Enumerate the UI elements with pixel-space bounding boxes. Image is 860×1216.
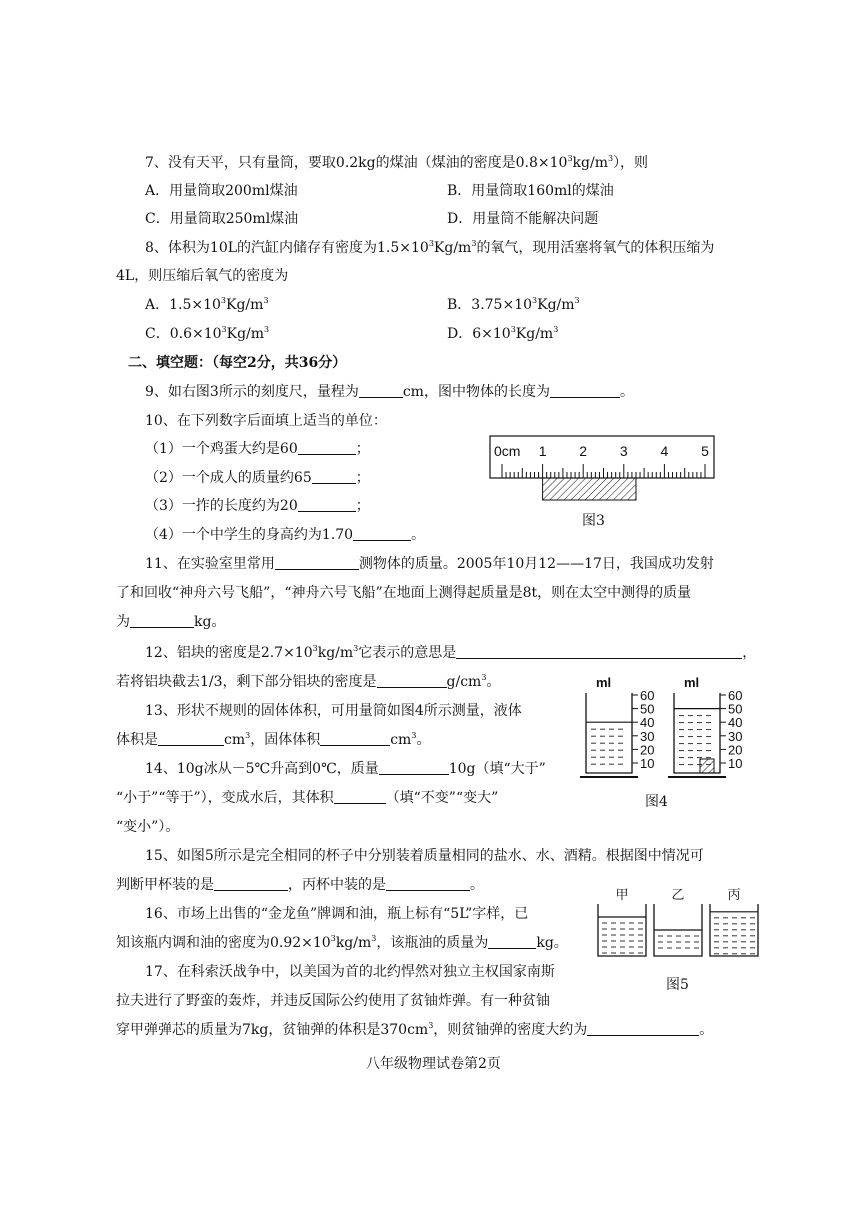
scale-label: 50 xyxy=(640,701,655,717)
q11-line2: 了和回收“神舟六号飞船”，“神舟六号飞船”在地面上测得起质量是8t，则在太空中测得的质量 xyxy=(116,585,692,601)
q9-blank-length[interactable] xyxy=(550,383,620,398)
q10-item-2: （2）一个成人的质量约65 ； xyxy=(145,470,370,486)
scale-label: 40 xyxy=(728,715,743,731)
q17-line3: 穿甲弹弹芯的质量为7kg，贫铀弹的体积是$370cm^3$，则贫铀弹的密度大约为 。 xyxy=(116,1021,714,1038)
q13-blank-liquid[interactable] xyxy=(158,731,224,746)
scale-label: 30 xyxy=(640,728,655,744)
q7-option-a: A．用量筒取200ml煤油 xyxy=(145,183,298,199)
q17-line1: 17、在科索沃战争中，以美国为首的北约悍然对独立主权国家南斯 xyxy=(145,964,555,980)
ruler-body xyxy=(490,436,714,478)
q10-item-4: （4）一个中学生的身高约为1.70 。 xyxy=(145,527,426,543)
q17-line2: 拉夫进行了野蛮的轰炸，并违反国际公约使用了贫铀炸弹。有一种贫铀 xyxy=(116,993,550,1009)
q7-option-d: D．用量筒不能解决问题 xyxy=(447,211,599,227)
ruler-label: 4 xyxy=(660,443,669,459)
q12-blank-density[interactable] xyxy=(377,673,447,688)
scale-label: 10 xyxy=(640,756,655,771)
q8-option-d: D．$6\times 10^3Kg/m^3$ xyxy=(447,325,559,342)
cup-label: 丙 xyxy=(727,887,741,902)
q13-line2: 体积是 $cm^3$，固体体积 $cm^3$。 xyxy=(116,731,431,748)
q10-stem: 10、在下列数字后面填上适当的单位： xyxy=(145,413,387,429)
ruler-label: 0cm xyxy=(494,443,521,459)
cylinder-left xyxy=(580,675,654,777)
cylinder-unit-label: ml xyxy=(596,675,612,690)
cups-group xyxy=(598,887,758,956)
q10-item-3: （3）一拃的长度约为20 ； xyxy=(145,498,370,514)
cylinder-unit-label: ml xyxy=(684,675,700,690)
q15-blank-cup-c[interactable] xyxy=(386,876,470,891)
scale-label: 10 xyxy=(728,756,743,771)
figure-3-ruler xyxy=(488,434,716,504)
q10-item-1: （1）一个鸡蛋大约是60 ； xyxy=(145,441,370,457)
scale-label: 30 xyxy=(728,728,743,744)
q11-blank-mass[interactable] xyxy=(130,613,194,628)
q16-line1: 16、市场上出售的“金龙鱼”牌调和油，瓶上标有“5L”字样，已 xyxy=(145,906,529,922)
q14-line1: 14、10g冰从－5℃升高到0℃，质量 10g（填“大于” xyxy=(145,761,546,777)
cup-wall xyxy=(598,904,646,956)
q14-blank-mass[interactable] xyxy=(379,760,449,775)
page-footer: 八年级物理试卷第2页 xyxy=(366,1056,501,1072)
ruler-label: 1 xyxy=(538,443,547,459)
q9-blank-range[interactable] xyxy=(359,383,403,398)
q10-blank-1[interactable] xyxy=(298,440,356,455)
q16-blank-mass[interactable] xyxy=(488,934,536,949)
q10-blank-2[interactable] xyxy=(312,469,356,484)
cup-label: 乙 xyxy=(671,887,685,902)
q8-stem: 8、体积为10L的汽缸内储存有密度为$1.5\times 10^3Kg/m^3$的氧气，现用活塞将氧气的体积压缩为 xyxy=(145,239,715,256)
scale-label: 60 xyxy=(728,688,743,703)
q15-blank-cup-a[interactable] xyxy=(214,876,288,891)
figure-5-cups xyxy=(594,886,764,960)
figure-3-caption: 图3 xyxy=(582,513,605,529)
q10-blank-4[interactable] xyxy=(353,526,411,541)
cylinder-right xyxy=(668,675,742,777)
solid-object xyxy=(700,759,714,773)
q8-option-a: A．$1.5\times 10^3Kg/m^3$ xyxy=(145,296,269,313)
figure-4-cylinders xyxy=(580,675,776,787)
scale-label: 20 xyxy=(728,742,743,758)
scale-label: 60 xyxy=(640,688,655,703)
cylinder-wall xyxy=(586,693,632,773)
ruler-label: 3 xyxy=(619,443,628,459)
q7-option-c: C．用量筒取250ml煤油 xyxy=(145,211,299,227)
q14-blank-volume[interactable] xyxy=(334,789,386,804)
q7-option-b: B．用量筒取160ml的煤油 xyxy=(447,183,614,199)
cup-label: 甲 xyxy=(615,887,629,902)
q11-line1: 11、在实验室里常用 测物体的质量。2005年10月12——17日，我国成功发射 xyxy=(145,556,714,572)
scale-label: 20 xyxy=(640,742,655,758)
q8-option-c: C．$0.6\times 10^3Kg/m^3$ xyxy=(145,325,270,342)
figure-4-caption: 图4 xyxy=(645,794,668,810)
figure-5-caption: 图5 xyxy=(666,977,689,993)
q17-blank-density[interactable] xyxy=(587,1021,699,1036)
q12-blank-meaning[interactable] xyxy=(456,644,742,659)
q13-line1: 13、形状不规则的固体体积，可用量筒如图4所示测量，液体 xyxy=(145,703,522,719)
q13-blank-solid[interactable] xyxy=(320,731,390,746)
ruler-label: 2 xyxy=(579,443,588,459)
q14-line3: “变小”）。 xyxy=(116,819,180,835)
q16-line2: 知该瓶内调和油的密度为$0.92\times 10^3kg/m^3$，该瓶油的质量为 kg。 xyxy=(116,934,568,951)
q11-line3: 为 kg。 xyxy=(116,614,226,630)
q12-line2: 若将铝块截去1/3，剩下部分铝块的密度是 $g/cm^3$。 xyxy=(116,673,501,690)
q11-blank-instrument[interactable] xyxy=(275,555,359,570)
q15-line2: 判断甲杯装的是 ，丙杯中装的是 。 xyxy=(116,877,484,893)
scale-label: 50 xyxy=(728,701,743,717)
q7-stem: 7、没有天平，只有量筒，要取0.2kg的煤油（煤油的密度是$0.8\times 10^3kg/m^3$），则 xyxy=(145,154,649,171)
q8-option-b: B．$3.75\times 10^3Kg/m^3$ xyxy=(447,296,580,313)
q15-line1: 15、如图5所示是完全相同的杯子中分别装着质量相同的盐水、水、酒精。根据图中情况可 xyxy=(145,848,704,864)
q9: 9、如右图3所示的刻度尺，量程为 cm，图中物体的长度为 。 xyxy=(145,384,634,400)
section-2-title: 二、填空题：（每空2分，共36分） xyxy=(128,355,347,371)
q12-line1: 12、铝块的密度是$2.7\times 10^3kg/m^3$它表示的意思是 ， xyxy=(145,644,757,661)
q8-stem-line2: 4L，则压缩后氧气的密度为 xyxy=(116,268,289,284)
q10-blank-3[interactable] xyxy=(298,497,356,512)
q14-line2: “小于”“等于”），变成水后，其体积 （填“不变”“变大” xyxy=(116,790,499,806)
measured-object xyxy=(543,478,636,500)
scale-label: 40 xyxy=(640,715,655,731)
ruler-label: 5 xyxy=(701,443,709,459)
